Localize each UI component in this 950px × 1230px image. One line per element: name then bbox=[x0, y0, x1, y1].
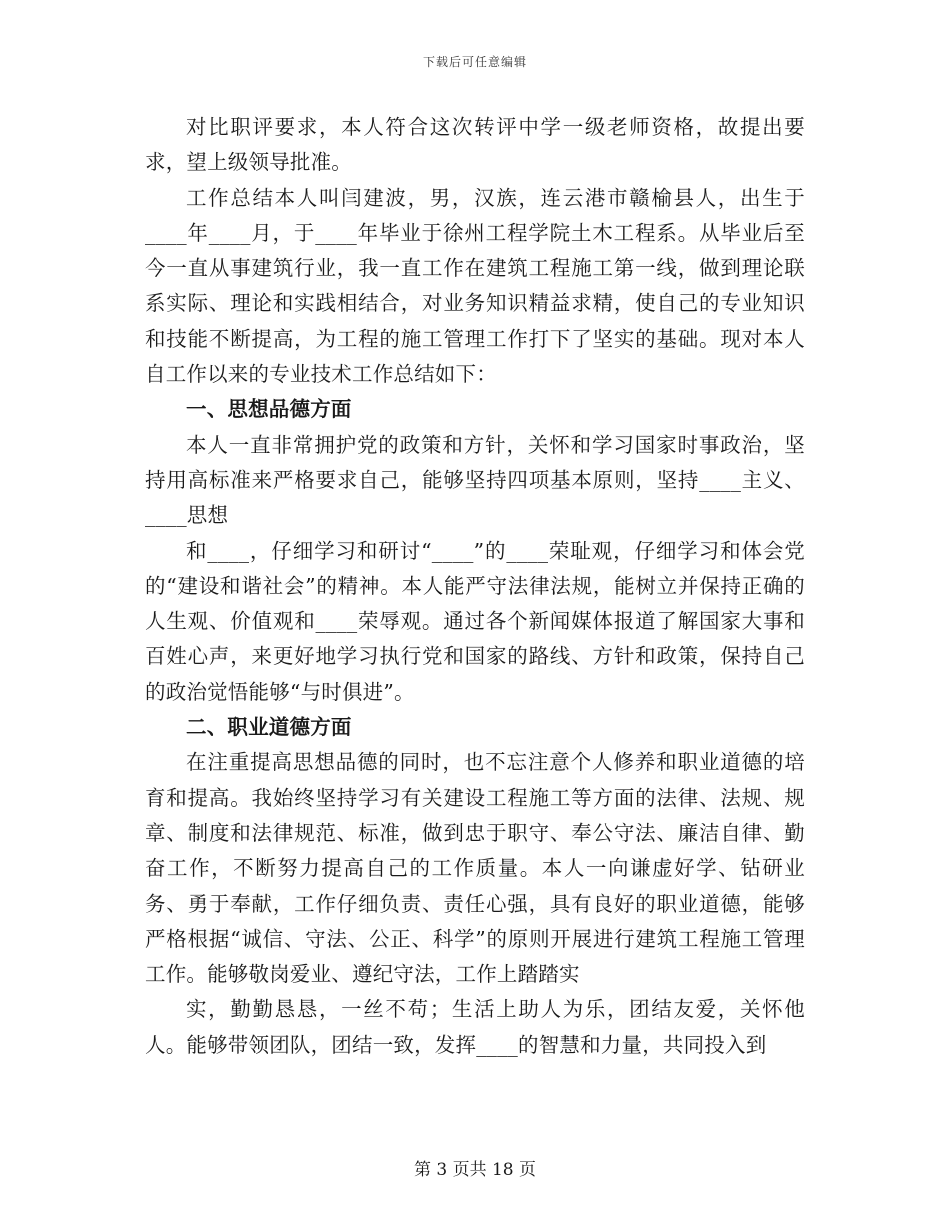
paragraph-6: 实，勤勤恳恳，一丝不苟；生活上助人为乐，团结友爱，关怀他人。能够带领团队，团结一致，发挥____的智慧和力量，共同投入到 bbox=[145, 997, 805, 1057]
section-heading-1: 一、思想品德方面 bbox=[186, 397, 352, 422]
paragraph-3: 本人一直非常拥护党的政策和方针，关怀和学习国家时事政治，坚持用高标准来严格要求自己，能够坚持四项基本原则，坚持____主义、____思想 bbox=[145, 432, 805, 528]
paragraph-4: 和____，仔细学习和研讨“____”的____荣耻观，仔细学习和体会党的“建设和谐社会”的精神。本人能严守法律法规，能树立并保持正确的人生观、价值观和____荣辱观。通过各个新闻媒体报道了解国家大事和百姓心声，来更好地学习执行党和国家的路线、方针和政策，保持自己的政治觉悟能够“与时俱进”。 bbox=[145, 538, 805, 704]
page-header: 下载后可任意编辑 bbox=[422, 55, 527, 69]
paragraph-2: 工作总结本人叫闫建波，男，汉族，连云港市赣榆县人，出生于____年____月，于____年毕业于徐州工程学院土木工程系。从毕业后至今一直从事建筑行业，我一直工作在建筑工程施工第一线，做到理论联系实际、理论和实践相结合，对业务知识精益求精，使自己的专业知识和技能不断提高，为工程的施工管理工作打下了坚实的基础。现对本人自工作以来的专业技术工作总结如下： bbox=[145, 185, 805, 387]
paragraph-1: 对比职评要求，本人符合这次转评中学一级老师资格，故提出要求，望上级领导批准。 bbox=[145, 115, 805, 175]
document-body bbox=[145, 110, 805, 1063]
page-footer: 第 3 页共 18 页 bbox=[413, 1160, 537, 1180]
paragraph-5: 在注重提高思想品德的同时，也不忘注意个人修养和职业道德的培育和提高。我始终坚持学习有关建设工程施工等方面的法律、法规、规章、制度和法律规范、标准，做到忠于职守、奉公守法、廉洁自律、勤奋工作，不断努力提高自己的工作质量。本人一向谦虚好学、钻研业务、勇于奉献，工作仔细负责、责任心强，具有良好的职业道德，能够严格根据“诚信、守法、公正、科学”的原则开展进行建筑工程施工管理工作。能够敬岗爱业、遵纪守法，工作上踏踏实 bbox=[145, 750, 805, 987]
section-heading-2: 二、职业道德方面 bbox=[186, 715, 352, 740]
